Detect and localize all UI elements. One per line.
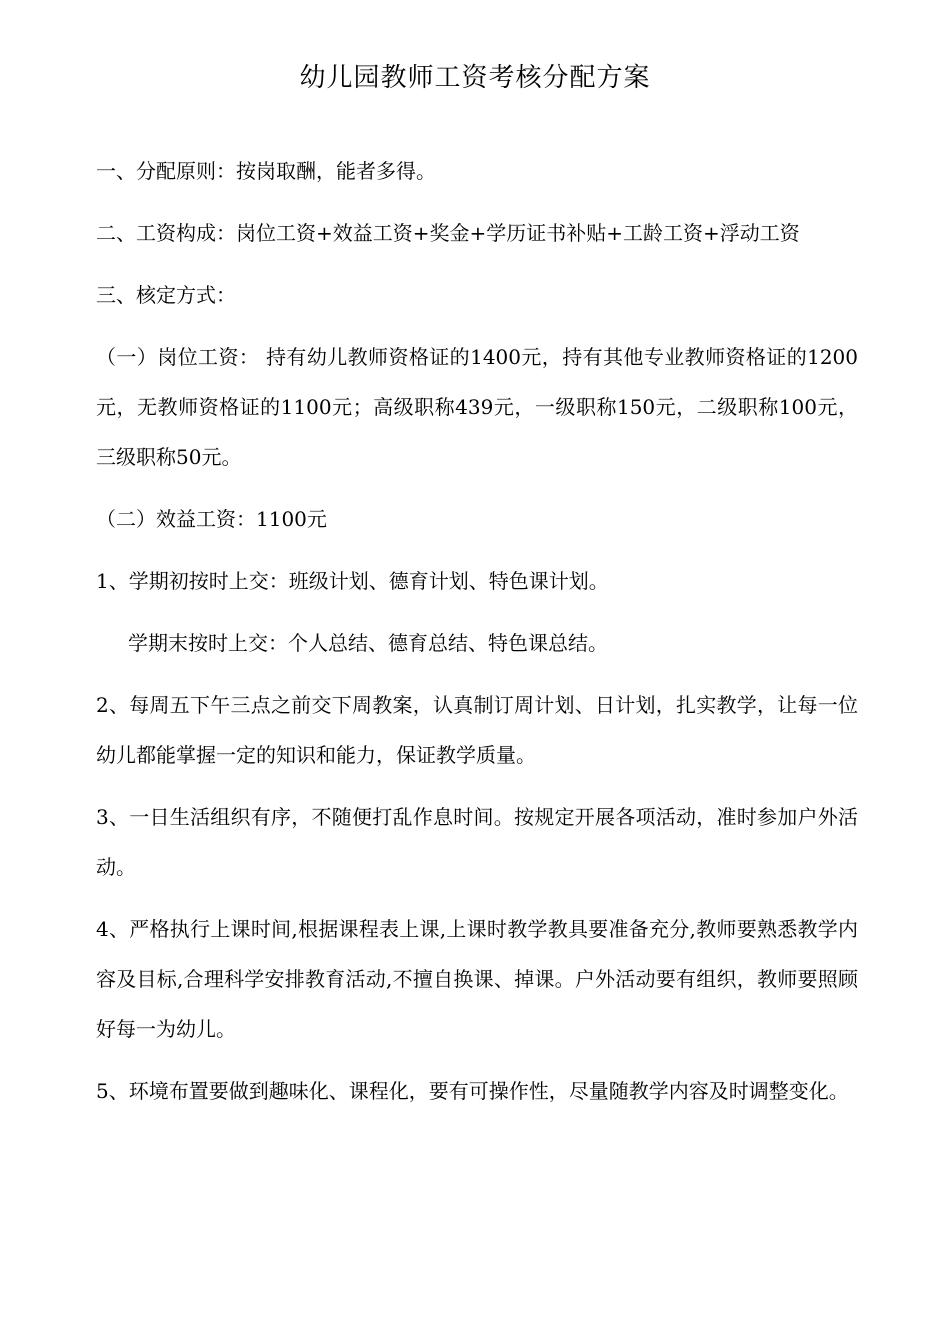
paragraph-verification-method: 三、核定方式： xyxy=(96,283,236,307)
paragraph-benefit-salary: （二）效益工资：1100元 xyxy=(96,507,327,531)
paragraph-salary-composition: 二、工资构成：岗位工资+效益工资+奖金+学历证书补贴+工龄工资+浮动工资 xyxy=(96,221,800,245)
paragraph-item-1-continued: 学期末按时上交：个人总结、德育总结、特色课总结。 xyxy=(128,631,608,655)
paragraph-item-2: 2、每周五下午三点之前交下周教案，认真制订周计划、日计划，扎实教学，让每一位幼儿都能掌握一定的知识和能力，保证教学质量。 xyxy=(96,693,858,767)
document-title: 幼儿园教师工资考核分配方案 xyxy=(299,63,651,93)
paragraph-position-salary: （一）岗位工资： 持有幼儿教师资格证的1400元，持有其他专业教师资格证的1200元，无教师资格证的1100元；高级职称439元，一级职称150元，二级职称100元，三级职称50元。 xyxy=(96,345,858,469)
paragraph-item-1: 1、学期初按时上交：班级计划、德育计划、特色课计划。 xyxy=(96,569,609,593)
paragraph-item-3: 3、一日生活组织有序，不随便打乱作息时间。按规定开展各项活动，准时参加户外活动。 xyxy=(96,805,858,879)
paragraph-distribution-principle: 一、分配原则：按岗取酬，能者多得。 xyxy=(96,159,436,183)
paragraph-item-5: 5、环境布置要做到趣味化、课程化，要有可操作性，尽量随教学内容及时调整变化。 xyxy=(96,1079,849,1103)
paragraph-item-4: 4、严格执行上课时间,根据课程表上课,上课时教学教具要准备充分,教师要熟悉教学内容及目标,合理科学安排教育活动,不擅自换课、掉课。户外活动要有组织，教师要照顾好每一为幼儿。 xyxy=(96,917,858,1041)
